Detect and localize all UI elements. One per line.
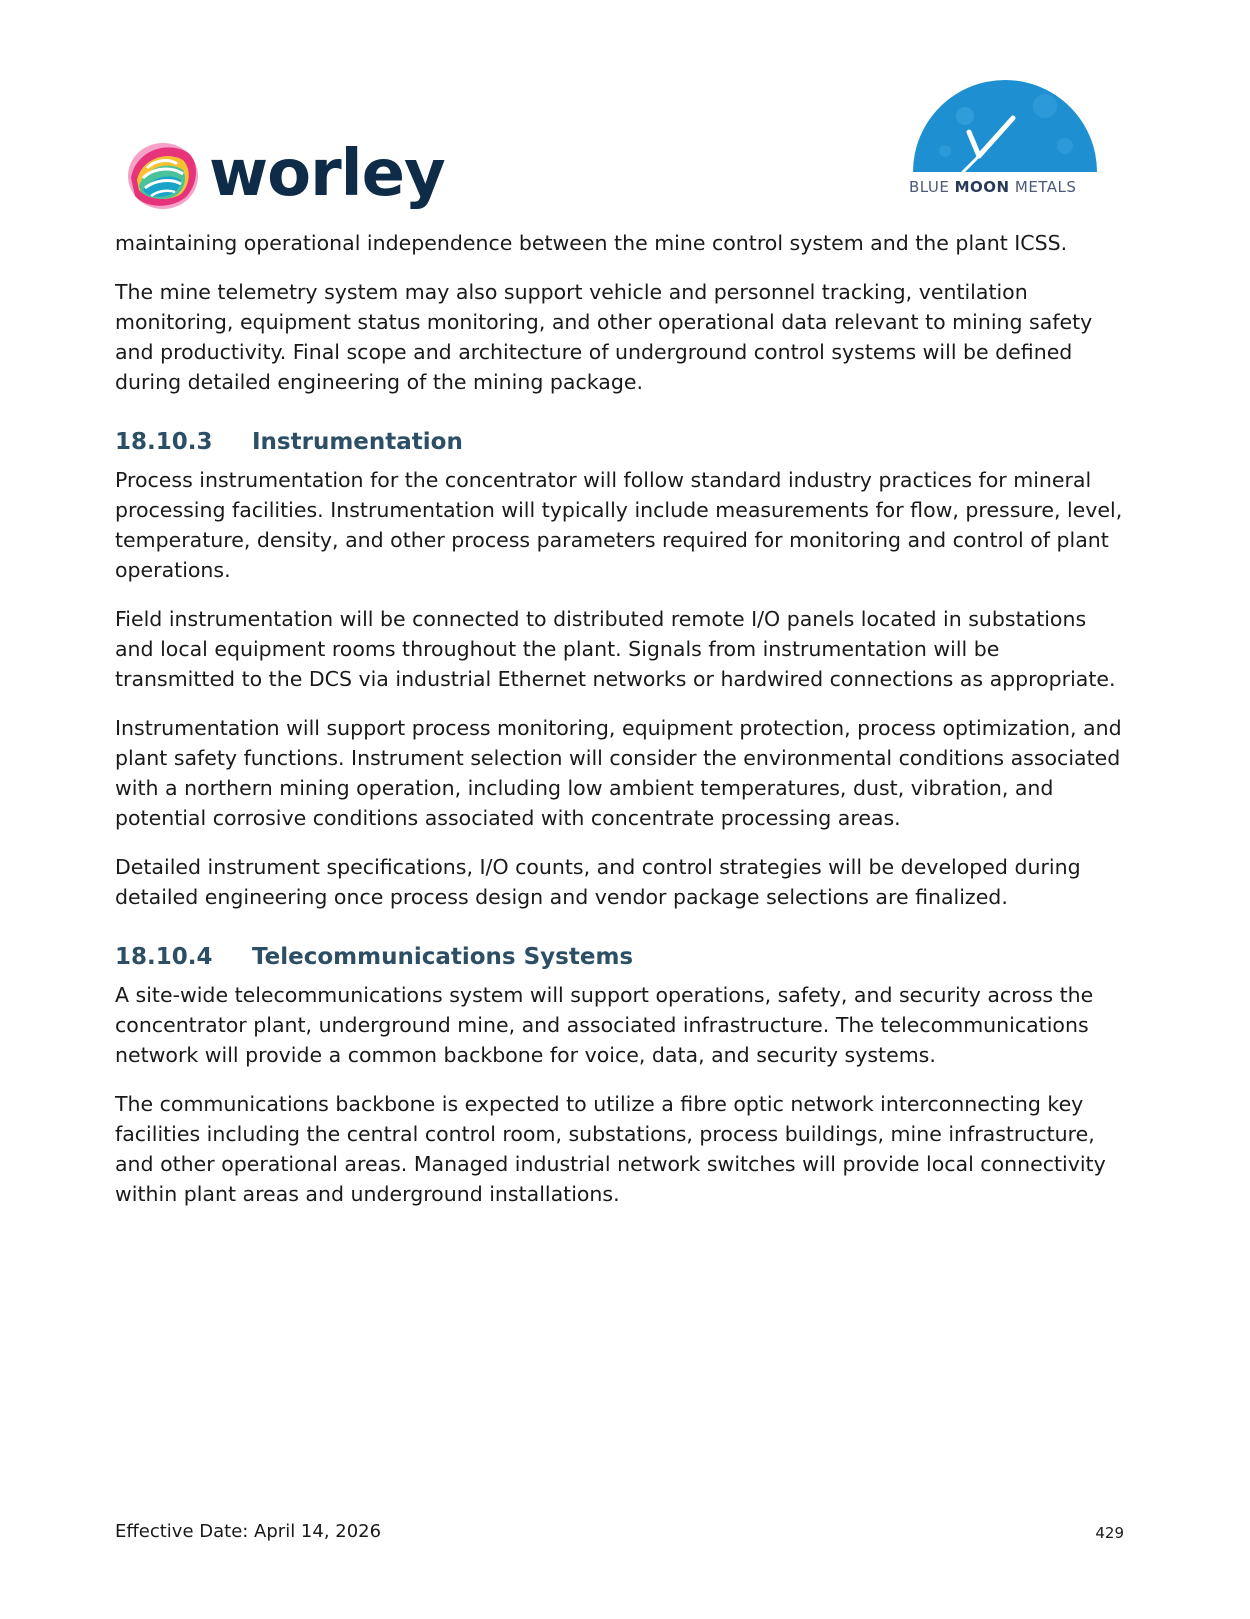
page-number: 429 xyxy=(1095,1524,1124,1542)
effective-date: Effective Date: April 14, 2026 xyxy=(115,1521,382,1542)
section-number: 18.10.4 xyxy=(115,944,213,970)
blue-moon-metals-logo xyxy=(905,76,1105,206)
telecom-paragraph-1: A site-wide telecommunications system will support operations, safety, and security across the concentrator plant, underground mine, and associated infrastructure. The telecommunications network will provide a common backbone for voice, data, and security systems. xyxy=(115,983,1094,1067)
section-title: Instrumentation xyxy=(252,429,463,455)
page-header xyxy=(0,0,1250,230)
worley-wordmark: worley xyxy=(209,137,445,211)
instrumentation-paragraph-1: Process instrumentation for the concentrator will follow standard industry practices for mineral processing facilities. Instrumentation will typically include measurements for flow, pressure, level, temperature, density, and other process parameters required for monitoring and control of plant operations. xyxy=(115,468,1123,582)
intro-paragraph: maintaining operational independence between the mine control system and the plant ICSS. xyxy=(115,231,1068,255)
document-body xyxy=(115,228,1125,1228)
moon-emblem-icon xyxy=(905,76,1105,186)
instrumentation-paragraph-2: Field instrumentation will be connected to distributed remote I/O panels located in substations and local equipment rooms throughout the plant. Signals from instrumentation will be transmitted to the DCS via industrial Ethernet networks or hardwired connections as appropriate. xyxy=(115,607,1116,691)
instrumentation-paragraph-3: Instrumentation will support process monitoring, equipment protection, process optimization, and plant safety functions. Instrument selection will consider the environmental conditions associated with a northern mining operation, including low ambient temperatures, dust, vibration, and potential corrosive conditions associated with concentrate processing areas. xyxy=(115,716,1122,830)
section-heading-telecom xyxy=(115,940,1125,974)
worley-logo xyxy=(125,138,445,218)
instrumentation-paragraph-4: Detailed instrument specifications, I/O counts, and control strategies will be developed during detailed engineering once process design and vendor package selections are finalized. xyxy=(115,855,1081,909)
telemetry-paragraph: The mine telemetry system may also support vehicle and personnel tracking, ventilation monitoring, equipment status monitoring, and other operational data relevant to mining safety and productivity. Final scope and architecture of underground control systems will be defined during detailed engineering of the mining package. xyxy=(115,280,1093,394)
section-number: 18.10.3 xyxy=(115,429,213,455)
telecom-paragraph-2: The communications backbone is expected to utilize a fibre optic network interconnecting key facilities including the central control room, substations, process buildings, mine infrastructure, and other operational areas. Managed industrial network switches will provide local connectivity within plant areas and underground installations. xyxy=(115,1092,1106,1206)
section-heading-instrumentation xyxy=(115,425,1125,459)
blue-moon-metals-wordmark: BLUE MOON METALS xyxy=(909,178,1077,196)
worley-swirl-icon xyxy=(125,138,201,214)
section-title: Telecommunications Systems xyxy=(252,944,634,970)
